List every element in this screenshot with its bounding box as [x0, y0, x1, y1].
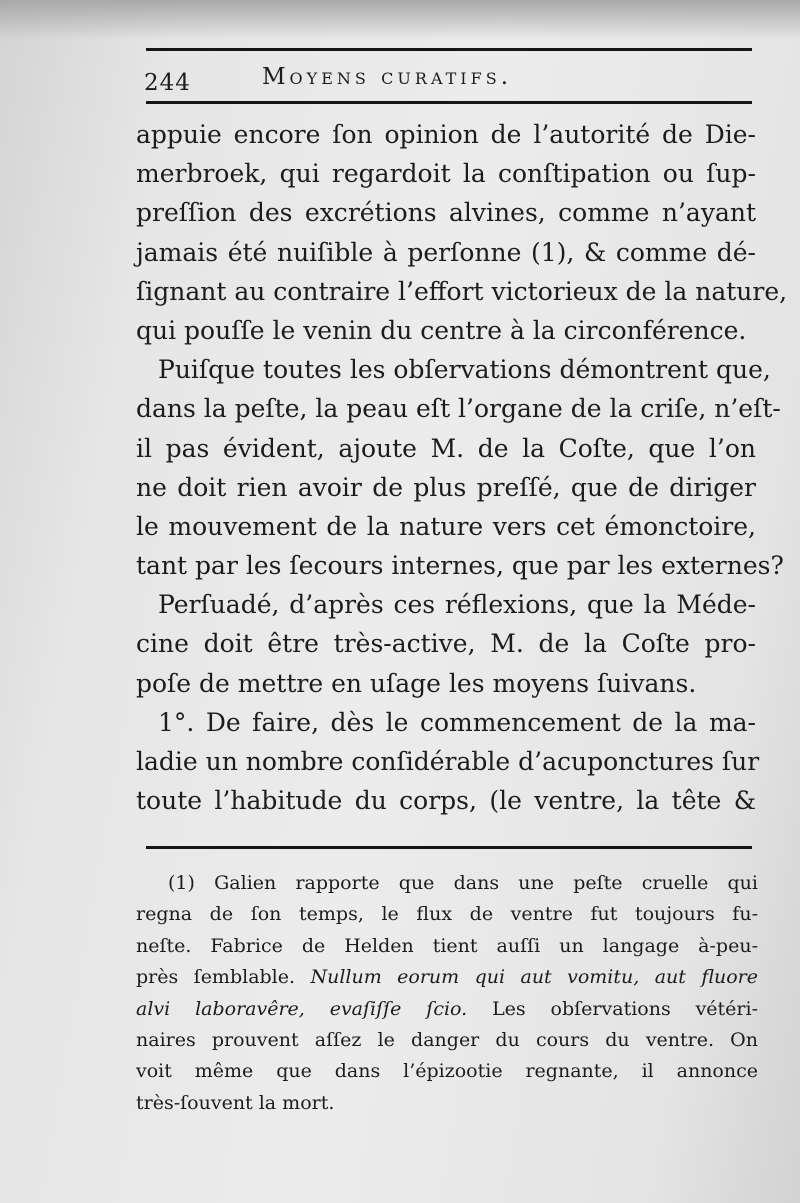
- text-line: poſe de mettre en uſage les moyens ſuivans.: [136, 668, 697, 698]
- latin-quote: alvi laboravêre, evaſiſſe ſcio.: [136, 997, 468, 1020]
- body-text: [136, 115, 788, 820]
- footnote-roman: Les obſervations vétéri-: [467, 997, 759, 1020]
- footnote-rule: [146, 846, 752, 849]
- footnote-line: [136, 994, 758, 1025]
- text-line: Puiſque toutes les obſervations démontrent que,: [158, 355, 771, 385]
- footnote-line: regna de ſon temps, le flux de ventre fut toujours fu-: [136, 903, 758, 926]
- footnote-line: (1) Galien rapporte que dans une peſte cruelle qui: [168, 872, 758, 894]
- header-rule: [146, 101, 752, 104]
- footnote-line: neſte. Fabrice de Helden tient auſſi un langage à-peu-: [136, 934, 758, 957]
- text-line: preſſion des excrétions alvines, comme n’ayant: [136, 198, 756, 228]
- footnote-line: très-ſouvent la mort.: [136, 1091, 335, 1114]
- footnote: [136, 868, 759, 1119]
- text-line: merbroek, qui regardoit la conſtipation ou ſup-: [136, 159, 756, 189]
- text-line: dans la peſte, la peau eſt l’organe de la criſe, n’eſt-: [136, 394, 781, 424]
- footnote-line: naires prouvent aſſez le danger du cours du ventre. On: [136, 1028, 758, 1051]
- text-line: Perſuadé, d’après ces réflexions, que la Méde-: [158, 590, 756, 620]
- text-line: 1°. De faire, dès le commencement de la ma-: [158, 707, 756, 737]
- text-line: qui pouſſe le venin du centre à la circonférence.: [136, 315, 747, 345]
- text-line: tant par les ſecours internes, que par les externes?: [136, 551, 784, 581]
- page-number: 244: [144, 70, 191, 96]
- text-line: ne doit rien avoir de plus preſſé, que de diriger: [136, 472, 756, 502]
- running-head: Moyens curatifs.: [262, 64, 513, 90]
- text-line: appuie encore ſon opinion de l’autorité de Die-: [136, 120, 756, 149]
- text-line: toute l’habitude du corps, (le ventre, la tête &: [136, 786, 756, 816]
- text-line: ladie un nombre conſidérable d’acuponctures ſur: [136, 747, 760, 776]
- footnote-line: [136, 962, 758, 993]
- text-line: cine doit être très-active, M. de la Coſte pro-: [136, 629, 756, 659]
- page-edge-shadow: [0, 0, 800, 40]
- footnote-line: voit même que dans l’épizootie regnante, il annonce: [136, 1060, 758, 1083]
- text-line: il pas évident, ajoute M. de la Coſte, que l’on: [136, 433, 756, 463]
- text-line: le mouvement de la nature vers cet émonctoire,: [136, 511, 756, 541]
- top-rule: [146, 48, 752, 51]
- text-line: jamais été nuiſible à perſonne (1), & comme dé-: [136, 237, 756, 267]
- text-line: ſignant au contraire l’effort victorieux de la nature,: [136, 276, 788, 306]
- latin-quote: Nullum eorum qui aut vomitu, aut fluore: [310, 966, 758, 989]
- footnote-roman: près ſemblable.: [136, 966, 311, 989]
